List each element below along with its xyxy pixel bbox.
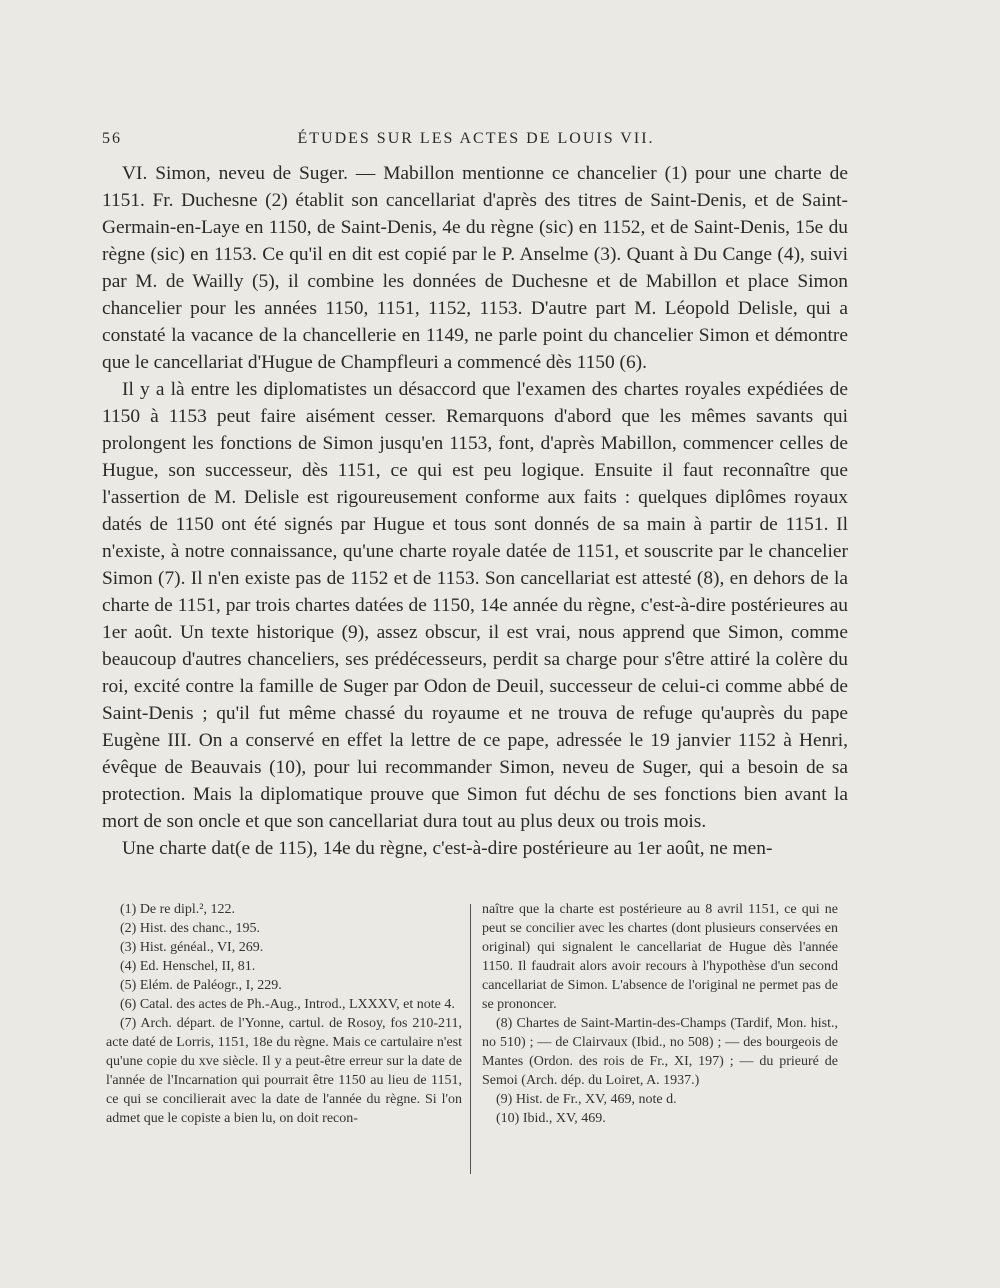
footnotes-right-column [482, 900, 838, 1128]
column-divider [470, 904, 471, 1174]
footnote: (1) De re dipl.², 122. [120, 902, 236, 917]
paragraph: Une charte dat(e de 115), 14e du règne, c'est-à-dire postérieure au 1er août, ne men- [122, 838, 773, 859]
body-text [102, 160, 848, 862]
page-header [102, 130, 850, 154]
footnote: (3) Hist. généal., VI, 269. [120, 940, 264, 955]
footnote: (5) Elém. de Paléogr., I, 229. [120, 978, 282, 993]
footnote: (7) Arch. départ. de l'Yonne, cartul. de Rosoy, fos 210-211, acte daté de Lorris, 1151, 18e du règne. Mais ce cartulaire n'est qu'une copie du xve siècle. Il y a peut-être erreur sur la date de l'année de l'Incarnation qui pourrait être 1150 au lieu de 1151, ce qui se concilierait avec la date de l'année du règne. Si l'on admet que le copiste a bien lu, on doit recon- [106, 1016, 462, 1126]
footnote-continuation: naître que la charte est postérieure au 8 avril 1151, ce qui ne peut se concilier avec les chartes (dont plusieurs conservées en original) qui signalent le cancellariat de Hugue dès l'année 1150. Il faudrait alors avoir recours à l'hypothèse d'un second cancellariat de Simon. L'absence de l'original ne permet pas de se prononcer. [482, 902, 838, 1012]
page-number: 56 [102, 130, 122, 147]
paragraph: Il y a là entre les diplomatistes un désaccord que l'examen des chartes royales expédiées de 1150 à 1153 peut faire aisément cesser. Remarquons d'abord que les mêmes savants qui prolongent les fonctions de Simon jusqu'en 1153, font, d'après Mabillon, commencer celles de Hugue, son successeur, dès 1151, ce qui est peu logique. Ensuite il faut reconnaître que l'assertion de M. Delisle est rigoureusement conforme aux faits : quelques diplômes royaux datés de 1150 ont été signés par Hugue et tous sont donnés de sa main à partir de 1151. Il n'existe, à notre connaissance, qu'une charte royale datée de 1151, et souscrite par le chancelier Simon (7). Il n'en existe pas de 1152 et de 1153. Son cancellariat est attesté (8), en dehors de la charte de 1151, par trois chartes datées de 1150, 14e année du règne, c'est-à-dire postérieures au 1er août. Un texte historique (9), assez obscur, il est vrai, nous apprend que Simon, comme beaucoup d'autres chanceliers, ses prédécesseurs, perdit sa charge pour s'être attiré la colère du roi, excité contre la famille de Suger par Odon de Deuil, successeur de celui-ci comme abbé de Saint-Denis ; qu'il fut même chassé du royaume et ne trouva de refuge qu'auprès du pape Eugène III. On a conservé en effet la lettre de ce pape, adressée le 19 janvier 1152 à Henri, évêque de Beauvais (10), pour lui recommander Simon, neveu de Suger, qui a besoin de sa protection. Mais la diplomatique prouve que Simon fut déchu de ses fonctions bien avant la mort de son oncle et que son cancellariat dura tout au plus deux ou trois mois. [102, 379, 848, 832]
footnotes [106, 900, 852, 1180]
footnote: (10) Ibid., XV, 469. [496, 1111, 606, 1126]
footnote: (4) Ed. Henschel, II, 81. [120, 959, 256, 974]
footnote: (9) Hist. de Fr., XV, 469, note d. [496, 1092, 677, 1107]
footnotes-left-column [106, 900, 462, 1128]
footnote: (2) Hist. des chanc., 195. [120, 921, 260, 936]
footnote: (8) Chartes de Saint-Martin-des-Champs (Tardif, Mon. hist., no 510) ; — de Clairvaux (Ibid., no 508) ; — des bourgeois de Mantes (Ordon. des rois de Fr., XI, 197) ; — du prieuré de Semoi (Arch. dép. du Loiret, A. 1937.) [482, 1016, 838, 1088]
footnote: (6) Catal. des actes de Ph.-Aug., Introd., LXXXV, et note 4. [120, 997, 455, 1012]
paragraph: VI. Simon, neveu de Suger. — Mabillon mentionne ce chancelier (1) pour une charte de 1151. Fr. Duchesne (2) établit son cancellariat d'après des titres de Saint-Denis, et de Saint-Germain-en-Laye en 1150, de Saint-Denis, 4e du règne (sic) en 1152, et de Saint-Denis, 15e du règne (sic) en 1153. Ce qu'il en dit est copié par le P. Anselme (3). Quant à Du Cange (4), suivi par M. de Wailly (5), il combine les données de Duchesne et de Mabillon et place Simon chancelier pour les années 1150, 1151, 1152, 1153. D'autre part M. Léopold Delisle, qui a constaté la vacance de la chancellerie en 1149, ne parle point du chancelier Simon et démontre que le cancellariat d'Hugue de Champfleuri a commencé dès 1150 (6). [102, 163, 848, 373]
running-title: ÉTUDES SUR LES ACTES DE LOUIS VII. [297, 130, 655, 147]
